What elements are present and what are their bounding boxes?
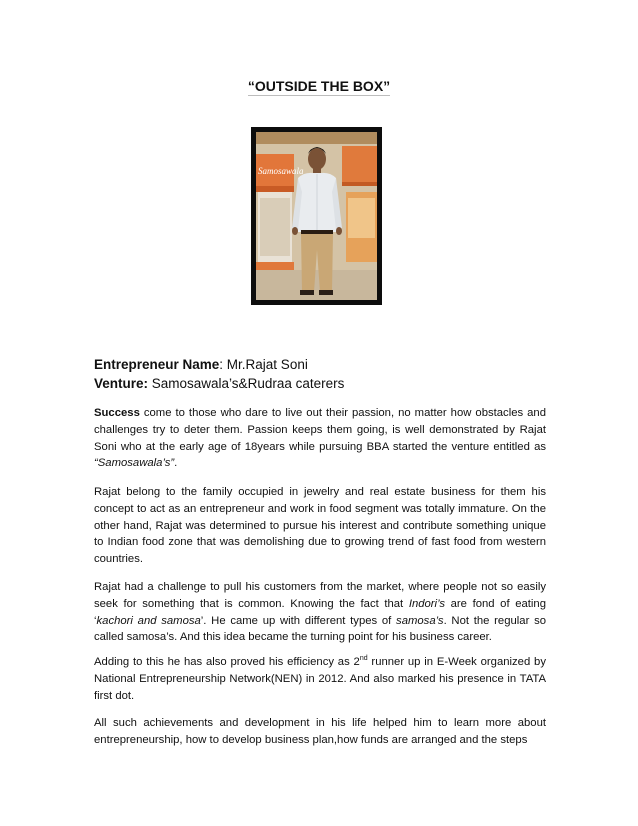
entrepreneur-name-value: : Mr.Rajat Soni: [219, 357, 308, 372]
page-title-text: “OUTSIDE THE BOX”: [247, 78, 391, 94]
venture-value: Samosawala’s&Rudraa caterers: [148, 376, 345, 391]
paragraph-5-text: All such achievements and development in his life helped him to learn more about entrepreneurship, how to develop business plan,how funds are arranged and the steps: [94, 717, 546, 746]
entrepreneur-photo: [251, 127, 382, 305]
photo-sign-text: Samosawala: [258, 166, 304, 176]
paragraph-3-text-c: ’. He came up with different types of: [200, 614, 397, 627]
venture-label: Venture:: [94, 376, 149, 391]
paragraph-4: [94, 654, 546, 704]
paragraph-5: [94, 715, 546, 749]
paragraph-3-text-b: are fond of eating ‘: [94, 597, 546, 627]
entrepreneur-name-label: Entrepreneur Name: [94, 357, 220, 372]
paragraph-3-italic-a: Indori’s: [408, 597, 446, 610]
paragraph-3-italic-c: samosa’s: [396, 614, 444, 627]
paragraph-1: [94, 405, 546, 472]
paragraph-4-text-a: Adding to this he has also proved his efficiency as 2: [94, 656, 360, 668]
paragraph-4-text-b: runner up in E-Week organized by National Entrepreneurship Network(NEN) in 2012. And also marked his presence in TATA first dot.: [94, 656, 546, 702]
venture-line: [94, 376, 344, 391]
photo-illustration: [256, 132, 377, 300]
entrepreneur-name-line: [94, 357, 308, 372]
paragraph-3: [94, 579, 546, 646]
page-title: [0, 78, 638, 94]
paragraph-3-italic-b: kachori and samosa: [96, 614, 201, 627]
paragraph-2-text: Rajat belong to the family occupied in jewelry and real estate business for them his concept to act as an entrepreneur and work in food segment was totally immature. On the other hand, Rajat was determined to pursue his interest and contribute something unique to Indian food zone that was demolishing due to growing trend of fast food from western countries.: [94, 486, 546, 566]
paragraph-1-text: come to those who dare to live out their passion, no matter how obstacles and challenges try to deter them. Passion keeps them going, is well demonstrated by Rajat Soni who at the early age of 18years while pursuing BBA started the venture entitled as: [94, 407, 546, 453]
paragraph-1-lead: Success: [94, 407, 140, 419]
paragraph-3-text-a: Rajat had a challenge to pull his customers from the market, where people not so easily seek for something that is common. Knowing the fact that: [94, 581, 546, 610]
paragraph-2: [94, 484, 546, 568]
paragraph-1-end: .: [174, 457, 178, 470]
paragraph-4-superscript: nd: [359, 655, 368, 663]
entrepreneur-photo-image: [256, 132, 377, 300]
paragraph-3-text-d: . Not the regular so called samosa’s. And this idea became the turning point for his business career.: [94, 614, 546, 644]
paragraph-1-venture-italic: “Samosawala’s”: [94, 457, 175, 470]
